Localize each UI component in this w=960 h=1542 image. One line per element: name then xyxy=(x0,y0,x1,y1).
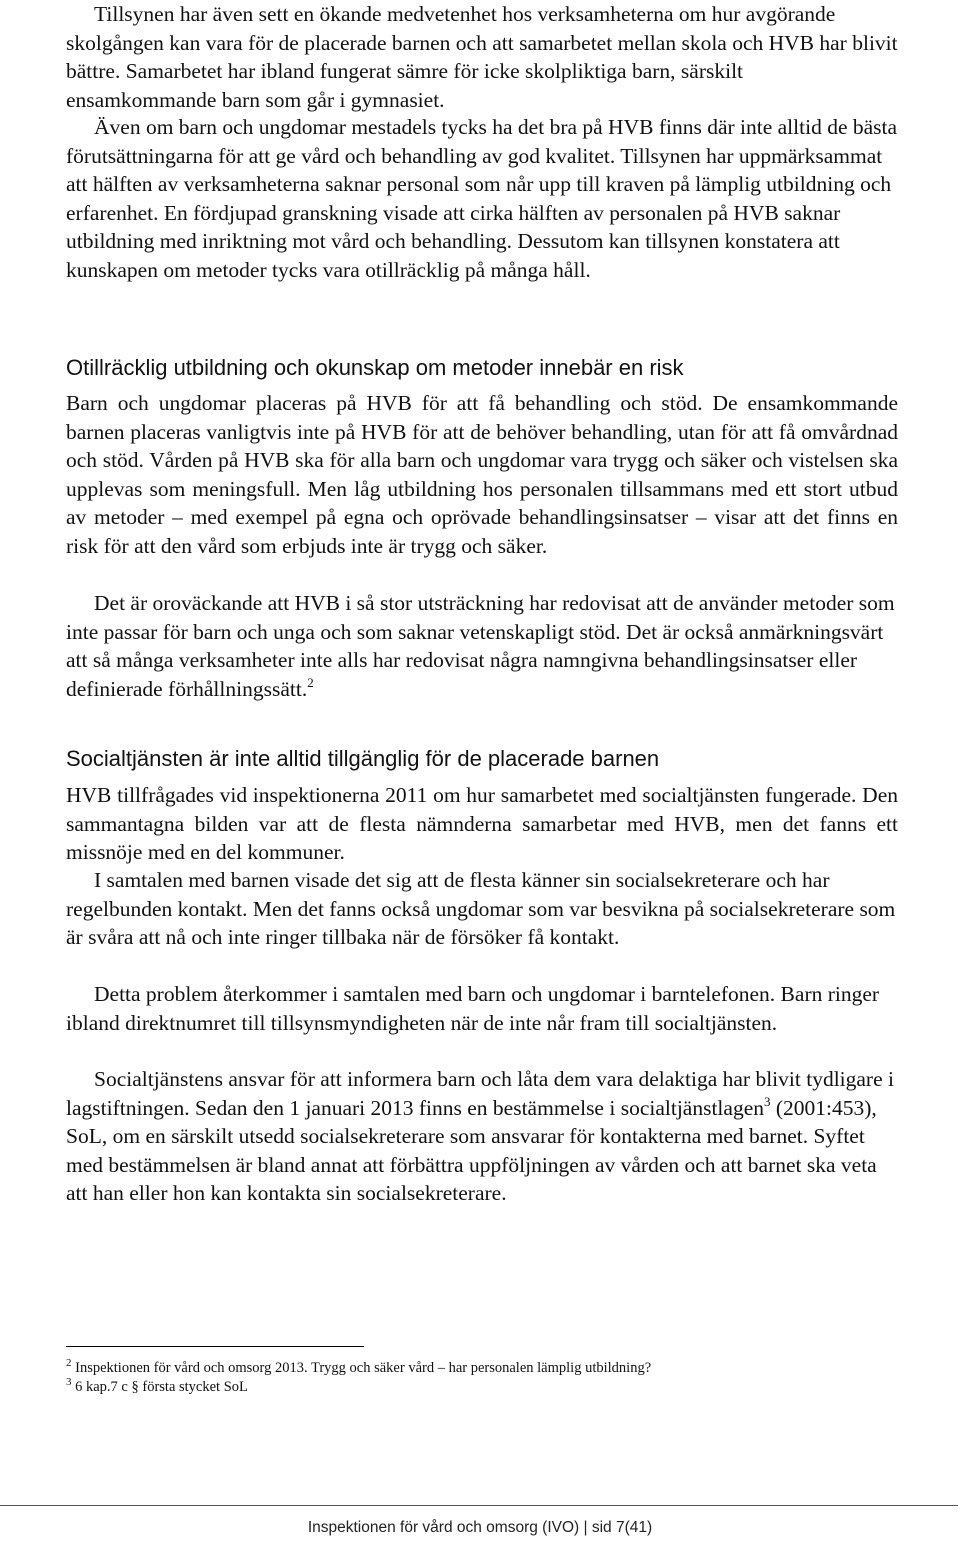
footnote-ref-3: 3 xyxy=(763,1093,771,1109)
footnote-3-number: 3 xyxy=(66,1376,72,1388)
paragraph-staff-education: Även om barn och ungdomar mestadels tycks ha det bra på HVB finns där inte alltid de bästa förutsättningarna för att ge vård och behandling av god kvalitet. Tillsynen har uppmärksammat att hälften av verksamheterna saknar personal som når upp till kraven på lämplig utbildning och erfarenhet. En fördjupad granskning visade att cirka hälften av personalen på HVB saknar utbildning med inriktning mot vård och behandling. Dessutom kan tillsynen konstatera att kunskapen om metoder tycks vara otillräcklig på många håll. xyxy=(66,115,898,282)
paragraph-treatment-risk: Barn och ungdomar placeras på HVB för att få behandling och stöd. De ensamkommande barnen placeras vanligtvis inte på HVB för att de behöver behandling, utan för att få omvårdnad och stöd. Vården på HVB ska för alla barn och ungdomar vara trygg och säker och vistelsen ska upplevas som meningsfull. Men låg utbildning hos personalen tillsammans med ett stort utbud av metoder – med exempel på egna och oprövade behandlingsinsatser – visar att det finns en risk för att den vård som erbjuds inte är trygg och säker. xyxy=(66,391,898,558)
paragraph-methods-text: Det är oroväckande att HVB i så stor utsträckning har redovisat att de använder metoder som inte passar för barn och unga och som saknar vetenskapligt stöd. Det är också anmärkningsvärt att så många verksamheter inte alls har redovisat några namngivna behandlingsinsatser eller definierade förhållningssätt. xyxy=(66,591,895,701)
footnote-ref-2: 2 xyxy=(307,674,314,690)
section-heading-social-services: Socialtjänsten är inte alltid tillgänglig för de placerade barnen xyxy=(66,746,660,771)
paragraph-legislation xyxy=(66,1065,898,1208)
page-footer: Inspektionen för vård och omsorg (IVO) | sid 7(41) xyxy=(307,1519,653,1536)
footnote-3 xyxy=(66,1378,926,1396)
footer-divider xyxy=(0,1505,958,1506)
paragraph-school-cooperation: Tillsynen har även sett en ökande medvetenhet hos verksamheterna om hur avgörande skolgången kan vara för de placerade barnen och att samarbetet mellan skola och HVB har blivit bättre. Samarbetet har ibland fungerat sämre för icke skolpliktiga barn, särskilt ensamkommande barn som går i gymnasiet. xyxy=(66,2,898,112)
paragraph-methods-concern xyxy=(66,589,898,703)
paragraph-social-services-cooperation: HVB tillfrågades vid inspektionerna 2011 om hur samarbetet med socialtjänsten fungerade. Den sammantagna bilden var att de flesta nämnderna samarbetar med HVB, men det fanns ett missnöje med en del kommuner. xyxy=(66,783,898,864)
footnote-2 xyxy=(66,1359,926,1377)
section-heading-education: Otillräcklig utbildning och okunskap om metoder innebär en risk xyxy=(66,355,684,380)
paragraph-social-worker-contact: I samtalen med barnen visade det sig att de flesta känner sin socialsekreterare och har regelbunden kontakt. Men det fanns också ungdomar som var besvikna på socialsekreterare som är svåra att nå och inte ringer tillbaka när de försöker få kontakt. xyxy=(66,868,896,949)
footnote-3-text: 6 kap.7 c § första stycket SoL xyxy=(75,1379,248,1395)
footnote-2-number: 2 xyxy=(66,1357,72,1369)
footnote-divider xyxy=(66,1346,364,1347)
paragraph-legislation-text-a: Socialtjänstens ansvar för att informera barn och låta dem vara delaktiga har blivit tydligare i lagstiftningen. Sedan den 1 januari 2013 finns en bestämmelse i socialtjänstlagen xyxy=(66,1067,894,1120)
footnote-2-text: Inspektionen för vård och omsorg 2013. Trygg och säker vård – har personalen lämplig utbildning? xyxy=(75,1360,652,1376)
paragraph-child-helpline: Detta problem återkommer i samtalen med barn och ungdomar i barntelefonen. Barn ringer ibland direktnumret till tillsynsmyndigheten när de inte når fram till socialtjänsten. xyxy=(66,982,880,1035)
paragraph-legislation-text-b: (2001:453), SoL, om en särskilt utsedd socialsekreterare som ansvarar för kontakterna med barnet. Syftet med bestämmelsen är bland annat att förbättra uppföljningen av vården och att barnet ska veta att han eller hon kan kontakta sin socialsekreterare. xyxy=(66,1095,877,1205)
